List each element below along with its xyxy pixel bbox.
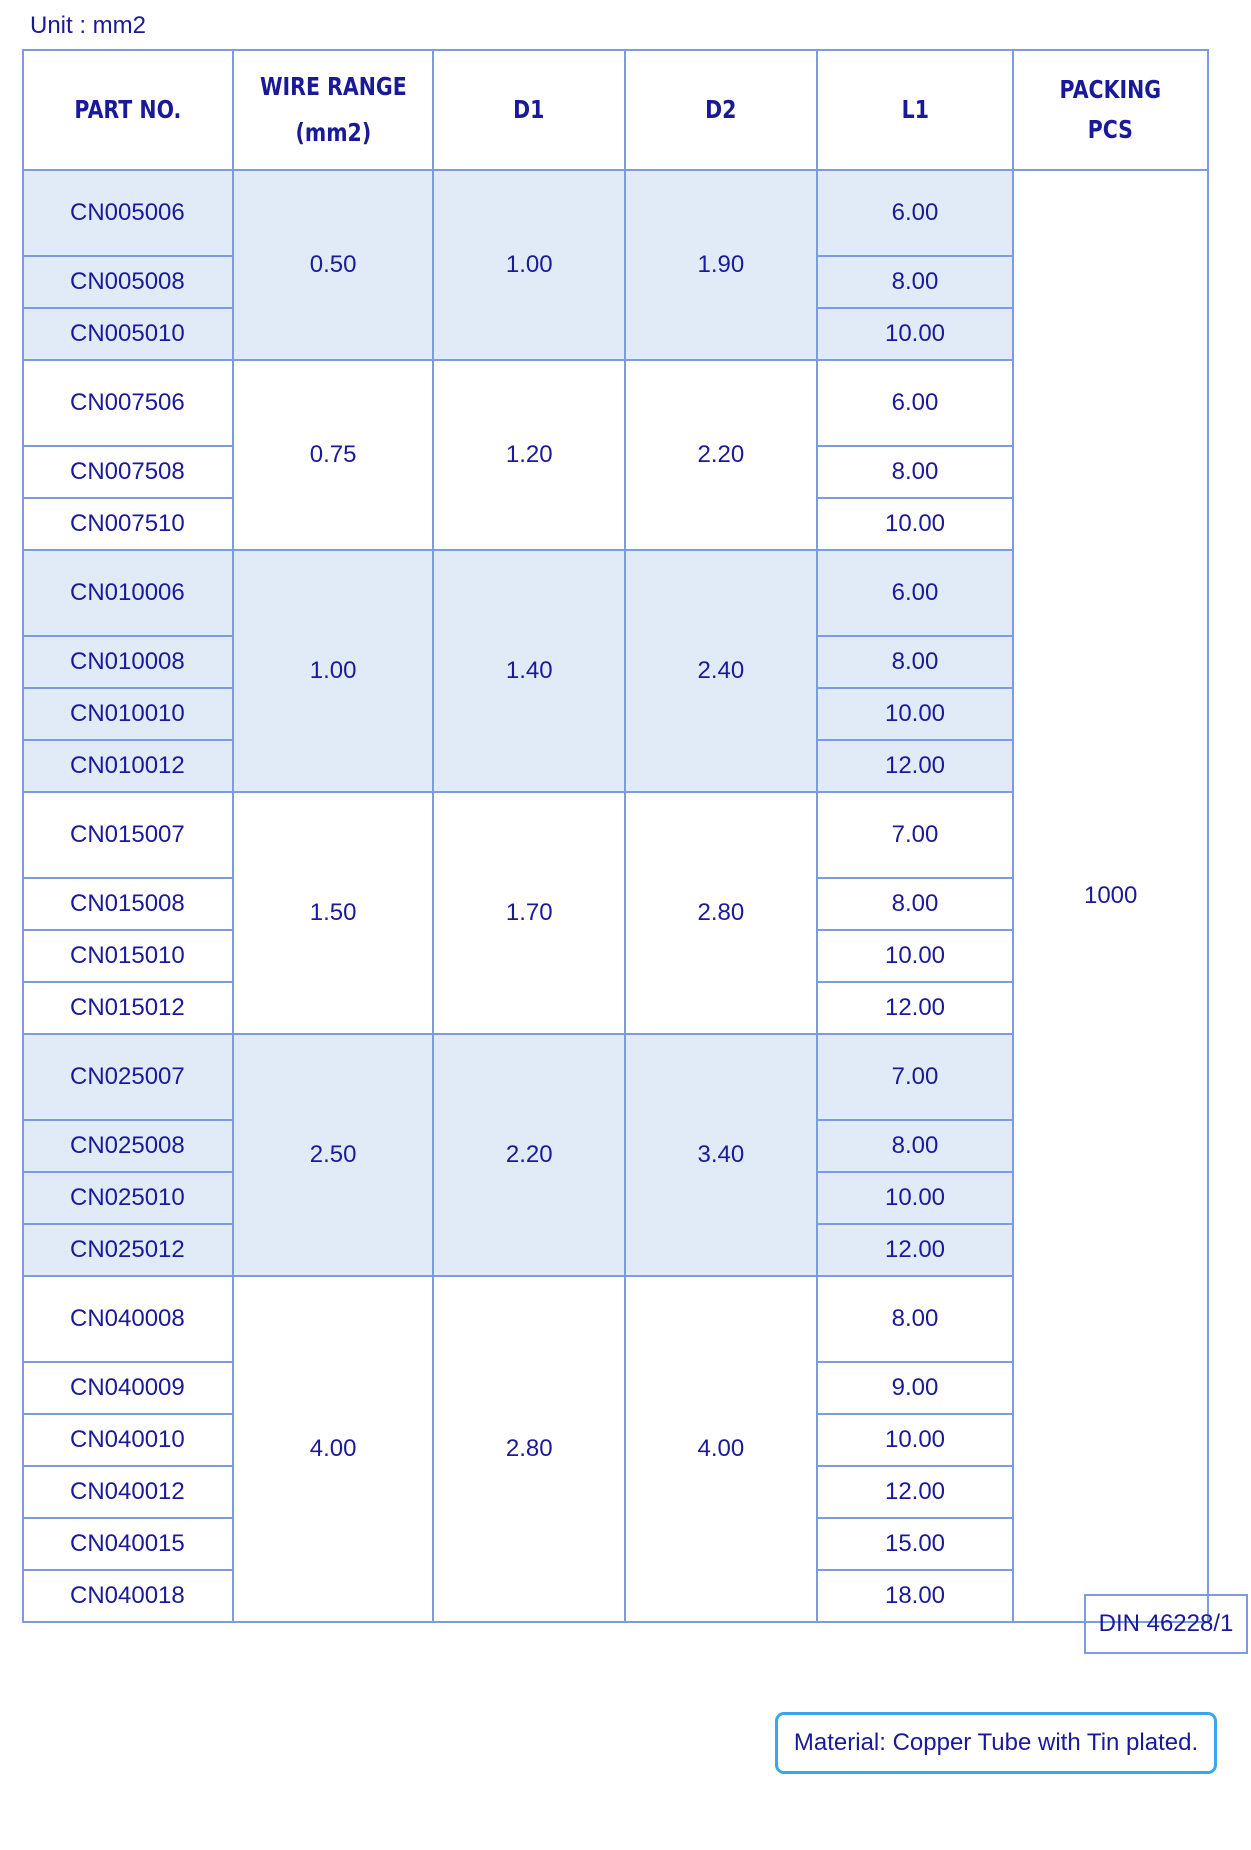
part-number-cell: CN010012	[23, 740, 233, 792]
wire-range-cell: 1.50	[233, 792, 434, 1034]
l1-cell: 9.00	[817, 1362, 1014, 1414]
table-body	[23, 170, 1208, 1622]
wire-range-cell: 2.50	[233, 1034, 434, 1276]
l1-cell: 8.00	[817, 878, 1014, 930]
part-number-cell: CN010010	[23, 688, 233, 740]
part-number-cell: CN015008	[23, 878, 233, 930]
l1-cell: 6.00	[817, 170, 1014, 256]
part-number-cell: CN010006	[23, 550, 233, 636]
packing-pcs-cell: 1000	[1013, 170, 1208, 1622]
l1-cell: 8.00	[817, 446, 1014, 498]
part-number-cell: CN007506	[23, 360, 233, 446]
part-number-cell: CN005006	[23, 170, 233, 256]
unit-label: Unit : mm2	[30, 12, 147, 39]
part-number-cell: CN040010	[23, 1414, 233, 1466]
part-number-cell: CN015007	[23, 792, 233, 878]
l1-cell: 10.00	[817, 308, 1014, 360]
d1-cell: 1.40	[433, 550, 625, 792]
part-number-cell: CN025010	[23, 1172, 233, 1224]
din-standard-label: DIN 46228/1	[1084, 1594, 1248, 1654]
d2-cell: 1.90	[625, 170, 817, 360]
part-number-cell: CN007508	[23, 446, 233, 498]
part-number-cell: CN040012	[23, 1466, 233, 1518]
wire-range-cell: 0.50	[233, 170, 434, 360]
header-part-no: PART NO.	[42, 50, 214, 170]
l1-cell: 12.00	[817, 1224, 1014, 1276]
l1-cell: 18.00	[817, 1570, 1014, 1622]
d2-cell: 2.40	[625, 550, 817, 792]
header-wire-range: WIRE RANGE (mm2)	[251, 50, 416, 170]
d1-cell: 2.80	[433, 1276, 625, 1622]
spec-table	[22, 49, 1209, 1623]
part-number-cell: CN015010	[23, 930, 233, 982]
part-number-cell: CN005008	[23, 256, 233, 308]
header-l1: L1	[834, 50, 995, 170]
d2-cell: 4.00	[625, 1276, 817, 1622]
l1-cell: 10.00	[817, 1414, 1014, 1466]
d2-cell: 2.20	[625, 360, 817, 550]
header-packing: PACKING PCS	[1031, 50, 1191, 170]
part-number-cell: CN005010	[23, 308, 233, 360]
header-row	[23, 50, 1208, 170]
part-number-cell: CN040008	[23, 1276, 233, 1362]
l1-cell: 10.00	[817, 688, 1014, 740]
d1-cell: 1.20	[433, 360, 625, 550]
part-number-cell: CN040015	[23, 1518, 233, 1570]
part-number-cell: CN040009	[23, 1362, 233, 1414]
wire-range-cell: 4.00	[233, 1276, 434, 1622]
l1-cell: 15.00	[817, 1518, 1014, 1570]
d2-cell: 3.40	[625, 1034, 817, 1276]
l1-cell: 12.00	[817, 982, 1014, 1034]
part-number-cell: CN015012	[23, 982, 233, 1034]
l1-cell: 7.00	[817, 1034, 1014, 1120]
l1-cell: 6.00	[817, 360, 1014, 446]
d1-cell: 2.20	[433, 1034, 625, 1276]
l1-cell: 8.00	[817, 636, 1014, 688]
d2-cell: 2.80	[625, 792, 817, 1034]
part-number-cell: CN025008	[23, 1120, 233, 1172]
l1-cell: 12.00	[817, 740, 1014, 792]
table-row	[23, 170, 1208, 256]
l1-cell: 10.00	[817, 1172, 1014, 1224]
l1-cell: 12.00	[817, 1466, 1014, 1518]
part-number-cell: CN010008	[23, 636, 233, 688]
d1-cell: 1.70	[433, 792, 625, 1034]
part-number-cell: CN007510	[23, 498, 233, 550]
header-d2: D2	[642, 50, 799, 170]
wire-range-cell: 1.00	[233, 550, 434, 792]
l1-cell: 6.00	[817, 550, 1014, 636]
part-number-cell: CN025012	[23, 1224, 233, 1276]
l1-cell: 10.00	[817, 930, 1014, 982]
l1-cell: 8.00	[817, 1120, 1014, 1172]
l1-cell: 8.00	[817, 1276, 1014, 1362]
header-d1: D1	[451, 50, 608, 170]
l1-cell: 7.00	[817, 792, 1014, 878]
material-note: Material: Copper Tube with Tin plated.	[775, 1712, 1217, 1774]
part-number-cell: CN040018	[23, 1570, 233, 1622]
wire-range-cell: 0.75	[233, 360, 434, 550]
l1-cell: 10.00	[817, 498, 1014, 550]
d1-cell: 1.00	[433, 170, 625, 360]
l1-cell: 8.00	[817, 256, 1014, 308]
part-number-cell: CN025007	[23, 1034, 233, 1120]
